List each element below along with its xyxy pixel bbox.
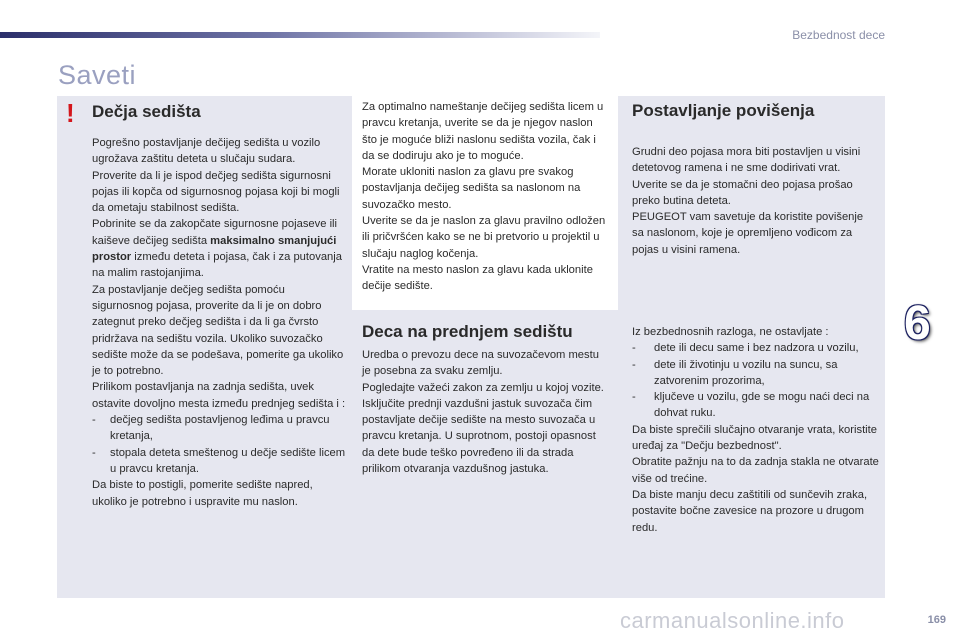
col2-text-top — [362, 99, 608, 295]
list-item-text: dete ili decu same i bez nadzora u vozilu, — [654, 342, 859, 355]
col3-text-top — [632, 144, 878, 258]
col3-paragraph: Grudni deo pojasa mora biti postavljen u visini detetovog ramena i ne sme dodirivati vrat. — [632, 146, 861, 175]
header-bar — [0, 32, 600, 38]
col1-paragraph: Prilikom postavljanja na zadnja sedišta, uvek ostavite dovoljno mesta između prednjeg sedišta i : — [92, 381, 346, 410]
col1-paragraph: Da biste to postigli, pomerite sedište napred, ukoliko je potrebno i uspravite mu naslon. — [92, 479, 313, 508]
watermark: carmanualsonline.info — [620, 608, 845, 633]
col3-paragraph: Iz bezbednosnih razloga, ne ostavljate : — [632, 326, 829, 338]
list-item-text: dečjeg sedišta postavljenog leđima u pravcu kretanja, — [110, 414, 330, 443]
list-item: - dečjeg sedišta postavljenog leđima u pravcu kretanja, — [92, 414, 330, 443]
col1-paragraph: Pogrešno postavljanje dečijeg sedišta u vozilo ugrožava zaštitu deteta u slučaju sudara. — [92, 137, 321, 166]
list-item-text: stopala deteta smeštenog u dečje sedište licem u pravcu kretanja. — [110, 446, 346, 475]
heading-booster: Postavljanje povišenja — [632, 101, 815, 120]
text-run: Pobrinite se da zakopčate sigurnosne pojaseve ili kaiševe dečijeg sedišta — [92, 218, 338, 247]
col3-paragraph: Da biste manju decu zaštitili od sunčevih zraka, postavite bočne zavesice na prozore u drugom redu. — [632, 488, 868, 534]
chapter-number: 6 — [904, 297, 931, 350]
page-title: Saveti — [58, 60, 137, 90]
col2-paragraph: Vratite na mesto naslon za glavu kada uklonite dečije sedište. — [362, 263, 593, 293]
list-item: - dete ili decu same i bez nadzora u vozilu, — [632, 342, 859, 355]
col2-paragraph: Uredba o prevozu dece na suvozačevom mestu je posebna za svaku zemlju. — [362, 349, 599, 378]
col2-paragraph: Za optimalno nameštanje dečijeg sedišta licem u pravcu kretanja, uverite se da je njegov naslon što je moguće bliži naslonu sedišta vozila, čak i da se dodiruju ako je to moguće. — [362, 101, 604, 162]
col2-paragraph: Isključite prednji vazdušni jastuk suvozača čim postavljate dečije sedište na mesto suvozača u pravcu kretanja. U suprotnom, postoji opasnost da dete bude teško povređeno ili da strada prilikom otvaranja vazdušnog jastuka. — [362, 397, 596, 476]
page-number: 169 — [927, 614, 946, 626]
text-run: između deteta i pojasa, čak i za putovanja na malim rastojanjima. — [92, 251, 342, 280]
heading-child-seats: Dečja sedišta — [92, 102, 201, 121]
bold-text: maksimalno smanjujući prostor — [92, 234, 337, 264]
list-item-text: ključeve u vozilu, gde se mogu naći deci na dohvat ruku. — [654, 391, 870, 420]
col2-paragraph: Pogledajte važeći zakon za zemlju u kojoj vozite. — [362, 381, 604, 394]
col1-paragraph — [92, 216, 346, 281]
section-label: Bezbednost dece — [792, 28, 885, 42]
col2-paragraph: Uverite se da je naslon za glavu pravilno odložen ili pričvršćen kako se ne bi pretvorio u projektil u slučaju naglog kočenja. — [362, 215, 606, 260]
col1-text — [92, 135, 346, 510]
col3-paragraph: Da biste sprečili slučajno otvaranje vrata, koristite uređaj za "Dečju bezbednost". — [632, 423, 877, 453]
col3-paragraph: Obratite pažnju na to da zadnja stakla ne otvarate više od trećine. — [632, 456, 879, 485]
col2-paragraph: Morate ukloniti naslon za glavu pre svakog postavljanja dečijeg sedišta sa naslonom na suvozačko mesto. — [362, 166, 581, 211]
list-item: - dete ili životinju u vozilu na suncu, sa zatvorenim prozorima, — [632, 358, 838, 387]
heading-front-seat: Deca na prednjem sedištu — [362, 322, 573, 341]
col3-paragraph: Uverite se da je stomačni deo pojasa prošao preko butina deteta. — [632, 178, 853, 207]
col1-paragraph: Za postavljanje dečjeg sedišta pomoću sigurnosnog pojasa, proverite da li je on dobro zategnut preko dečjeg sedišta i da li ga čvrsto pridržava na sedištu vozila. Ukoliko suvozačko sedište može da se podešava, pomerite ga ukoliko je to potrebno. — [92, 283, 344, 378]
col1-paragraph: Proverite da li je ispod dečjeg sedišta sigurnosni pojas ili kopča od sigurnosnog pojasa koji bi mogli da ometaju stabilnost sedišta. — [92, 169, 340, 215]
col3-paragraph: PEUGEOT vam savetuje da koristite povišenje sa naslonom, koje je opremljeno vođicom za pojas u visini ramena. — [632, 211, 864, 256]
list-item: - stopala deteta smeštenog u dečje sedište licem u pravcu kretanja. — [92, 446, 346, 475]
warning-icon: ! — [66, 98, 75, 128]
list-item-text: dete ili životinju u vozilu na suncu, sa zatvorenim prozorima, — [654, 358, 838, 387]
list-item: - ključeve u vozilu, gde se mogu naći deci na dohvat ruku. — [632, 391, 870, 420]
col3-text-bottom — [632, 324, 880, 536]
col2-text-bottom — [362, 347, 608, 477]
